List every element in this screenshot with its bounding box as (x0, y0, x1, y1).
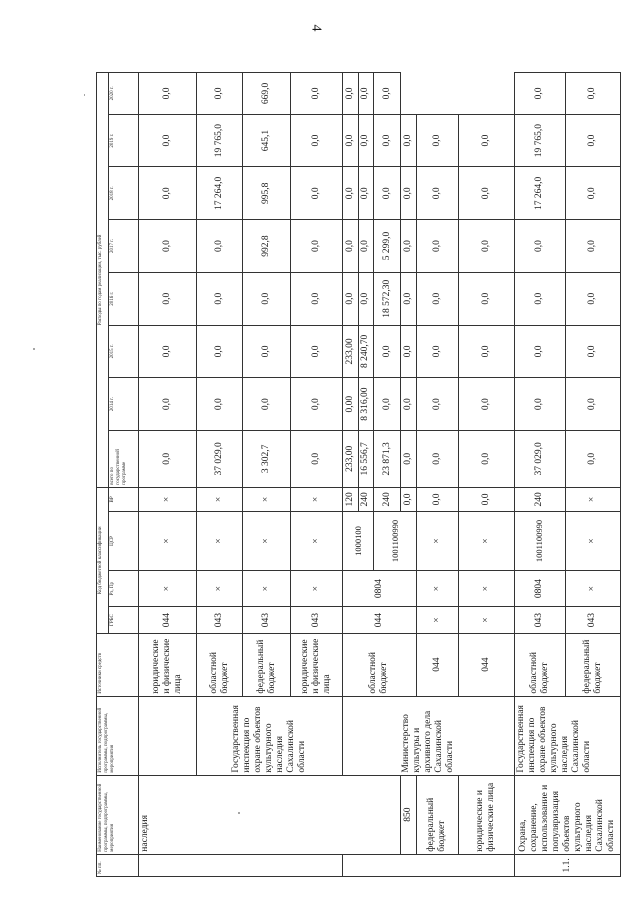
year-value: 0,0 (401, 378, 417, 431)
grbs-code: 043 (565, 607, 620, 633)
year-value: 0,0 (139, 325, 197, 378)
year-value: 0,0 (565, 378, 620, 431)
year-value: 0,0 (416, 167, 458, 220)
year-value: 0,0 (343, 167, 359, 220)
grbs-code: 044 (343, 607, 417, 633)
year-value: 0,0 (416, 325, 458, 378)
year-value: 0,0 (197, 73, 243, 115)
year-value: 0,0 (374, 325, 401, 378)
csr-code: × (243, 512, 291, 571)
grbs-code: 043 (514, 607, 565, 633)
csr-code: × (197, 512, 243, 571)
csr-code: × (565, 512, 620, 571)
header-exec: Исполнитель государственной программы, подпрограммы, мероприятия (97, 696, 139, 775)
total-value: 23 871,3 (374, 430, 401, 487)
total-value: 0,0 (416, 487, 458, 511)
year-value: 0,0 (197, 272, 243, 325)
grbs-code: 043 (290, 607, 342, 633)
year-value: 0,0 (139, 272, 197, 325)
rzpr-code: × (290, 570, 342, 606)
year-value: 645,1 (243, 114, 291, 167)
funding-source: федеральный бюджет (416, 775, 458, 854)
year-value: 0,0 (290, 325, 342, 378)
total-value: 0,0 (565, 430, 620, 487)
header-csr: ЦСР (109, 512, 139, 571)
funding-source: федеральный бюджет (243, 633, 291, 696)
header-year: 2016 г. (109, 272, 139, 325)
header-year: 2018 г. (109, 167, 139, 220)
header-year: 2014 г. (109, 378, 139, 431)
year-value: 0,0 (343, 73, 359, 115)
table-row (343, 73, 359, 877)
year-value: 0,0 (374, 73, 401, 115)
executor: Государственная инспекция по охране объектов культурного наследия Сахалинской области (514, 696, 620, 775)
vr-code: × (197, 487, 243, 511)
year-value: 0,0 (358, 220, 374, 273)
year-value: 0,0 (290, 114, 342, 167)
year-value: 0,0 (290, 272, 342, 325)
year-value: 8 240,70 (358, 325, 374, 378)
header-vr: ВР (109, 487, 139, 511)
funding-source: юридические и физические лица (290, 633, 342, 696)
year-value: 0,0 (401, 114, 417, 167)
header-code-group: Код бюджетной классификации (97, 487, 109, 633)
scan-speck (84, 94, 85, 96)
year-value: 0,0 (565, 325, 620, 378)
header-year: 2017 г. (109, 220, 139, 273)
year-value: 0,0 (401, 167, 417, 220)
rzpr-code: × (139, 570, 197, 606)
year-value: 0,0 (374, 114, 401, 167)
year-value: 0,0 (343, 114, 359, 167)
header-rzpr: Рз, Пр (109, 570, 139, 606)
funding-source: юридические и физические лица (458, 775, 514, 854)
vr-code: 240 (374, 487, 401, 511)
total-value: 3 302,7 (243, 430, 291, 487)
year-value: 0,0 (458, 325, 514, 378)
header-total: всего по государственной программе (109, 430, 139, 487)
budget-table (96, 72, 621, 877)
page-number: 4 (308, 24, 324, 32)
grbs-code: 043 (243, 607, 291, 633)
year-value: 0,0 (565, 167, 620, 220)
year-value: 0,0 (565, 272, 620, 325)
vr-code: × (416, 512, 458, 571)
rzpr-code: × (458, 607, 514, 633)
year-value: 0,0 (358, 114, 374, 167)
total-value: 0,0 (139, 430, 197, 487)
vr-code: 850 (401, 775, 417, 854)
total-value: 233,00 (343, 430, 359, 487)
table-row (197, 73, 243, 877)
year-value: 0,0 (416, 378, 458, 431)
scan-speck (33, 348, 35, 350)
grbs-code: 043 (197, 607, 243, 633)
year-value: 17 264,0 (197, 167, 243, 220)
year-value: 0,0 (197, 325, 243, 378)
year-value: 0,0 (290, 378, 342, 431)
year-value: 0,0 (401, 325, 417, 378)
csr-code: × (458, 570, 514, 606)
year-value: 0,00 (343, 378, 359, 431)
row-number: 1.1. (514, 854, 620, 876)
csr-code: 1001100990 (514, 512, 565, 571)
year-value: 0,0 (290, 220, 342, 273)
csr-code: × (416, 570, 458, 606)
header-name: Наименование государственной программы, подпрограммы, мероприятия (97, 775, 139, 854)
year-value: 19 765,0 (197, 114, 243, 167)
funding-source: областной бюджет (514, 633, 565, 696)
funding-source: федеральный бюджет (565, 633, 620, 696)
year-value: 8 316,00 (358, 378, 374, 431)
grbs-code: 044 (139, 607, 197, 633)
year-value: 0,0 (358, 167, 374, 220)
year-value: 0,0 (401, 220, 417, 273)
year-value: 0,0 (458, 167, 514, 220)
year-value: 0,0 (243, 272, 291, 325)
header-year: 2020 г. (109, 73, 139, 115)
grbs-code: 044 (458, 633, 514, 696)
year-value: 0,0 (139, 378, 197, 431)
vr-code: × (290, 487, 342, 511)
year-value: 0,0 (514, 73, 565, 115)
year-value: 0,0 (514, 325, 565, 378)
year-value: 0,0 (458, 114, 514, 167)
vr-code: 240 (514, 487, 565, 511)
year-value: 0,0 (458, 272, 514, 325)
grbs-code: 044 (416, 633, 458, 696)
year-value: 0,0 (139, 220, 197, 273)
year-value: 0,0 (514, 378, 565, 431)
executor (139, 696, 197, 775)
year-value: 0,0 (197, 378, 243, 431)
year-value: 0,0 (401, 430, 417, 487)
funding-source: областной бюджет (197, 633, 243, 696)
year-value: 995,8 (243, 167, 291, 220)
rzpr-code: 0804 (514, 570, 565, 606)
year-value: 5 299,0 (374, 220, 401, 273)
year-value: 0,0 (243, 325, 291, 378)
year-value: 669,0 (243, 73, 291, 115)
year-value: 19 765,0 (514, 114, 565, 167)
header-year: 2015 г. (109, 325, 139, 378)
year-value: 0,0 (374, 378, 401, 431)
year-value: 0,0 (374, 167, 401, 220)
year-value: 0,0 (290, 167, 342, 220)
total-value: 0,0 (290, 430, 342, 487)
year-value: 233,00 (343, 325, 359, 378)
vr-code: 240 (358, 487, 374, 511)
row-number (139, 854, 343, 876)
year-value: 18 572,30 (374, 272, 401, 325)
year-value: 0,0 (290, 73, 342, 115)
year-value: 0,0 (458, 220, 514, 273)
vr-code: × (139, 487, 197, 511)
header-year: 2019 г. (109, 114, 139, 167)
year-value: 0,0 (343, 220, 359, 273)
year-value: 0,0 (416, 114, 458, 167)
year-value: 0,0 (416, 220, 458, 273)
year-value: 17 264,0 (514, 167, 565, 220)
scan-speck (238, 812, 240, 814)
year-value: 0,0 (458, 430, 514, 487)
year-value: 0,0 (514, 272, 565, 325)
year-value: 0,0 (358, 272, 374, 325)
year-value: 0,0 (565, 73, 620, 115)
vr-code: × (243, 487, 291, 511)
year-value: 0,0 (197, 220, 243, 273)
total-value: 16 556,7 (358, 430, 374, 487)
year-value: 992,8 (243, 220, 291, 273)
vr-code: × (458, 512, 514, 571)
rzpr-code: × (565, 570, 620, 606)
year-value: 0,0 (139, 114, 197, 167)
program-name: наследия (139, 775, 401, 854)
rzpr-code: × (243, 570, 291, 606)
funding-source: областной бюджет (343, 633, 417, 696)
total-value: 0,0 (458, 487, 514, 511)
csr-code: × (139, 512, 197, 571)
header-num: № пп. (97, 854, 139, 876)
year-value: 0,0 (139, 73, 197, 115)
year-value: 0,0 (565, 114, 620, 167)
csr-code: 1001100990 (374, 512, 417, 571)
year-value: 0,0 (416, 430, 458, 487)
header-grbs: ГРБС (109, 607, 139, 633)
rzpr-code: × (416, 607, 458, 633)
header-source: Источники средств (97, 633, 139, 696)
year-value: 0,0 (358, 73, 374, 115)
header-expenses-group: Расходы по годам реализации, тыс. рублей (97, 73, 109, 488)
rzpr-code: 0804 (343, 570, 417, 606)
total-value: 0,0 (401, 487, 417, 511)
total-value: 37 029,0 (197, 430, 243, 487)
year-value: 0,0 (401, 272, 417, 325)
funding-source: юридические и физические лица (139, 633, 197, 696)
executor: Министерство культуры и архивного дела Сахалинской области (343, 696, 515, 775)
csr-code: × (290, 512, 342, 571)
table-row (514, 73, 565, 877)
vr-code: × (565, 487, 620, 511)
program-name: Охрана, сохранение, использование и популяризация объектов культурного наследия Сахалинской области (514, 775, 620, 854)
vr-code: 120 (343, 487, 359, 511)
total-value: 37 029,0 (514, 430, 565, 487)
csr-code: 1000100 (343, 512, 374, 571)
year-value: 0,0 (343, 272, 359, 325)
year-value: 0,0 (458, 378, 514, 431)
year-value: 0,0 (514, 220, 565, 273)
year-value: 0,0 (565, 220, 620, 273)
budget-table-rotated (96, 72, 621, 877)
year-value: 0,0 (139, 167, 197, 220)
rzpr-code: × (197, 570, 243, 606)
table-row (139, 73, 197, 877)
year-value: 0,0 (243, 378, 291, 431)
executor: Государственная инспекция по охране объектов культурного наследия Сахалинской области (197, 696, 343, 775)
year-value: 0,0 (416, 272, 458, 325)
